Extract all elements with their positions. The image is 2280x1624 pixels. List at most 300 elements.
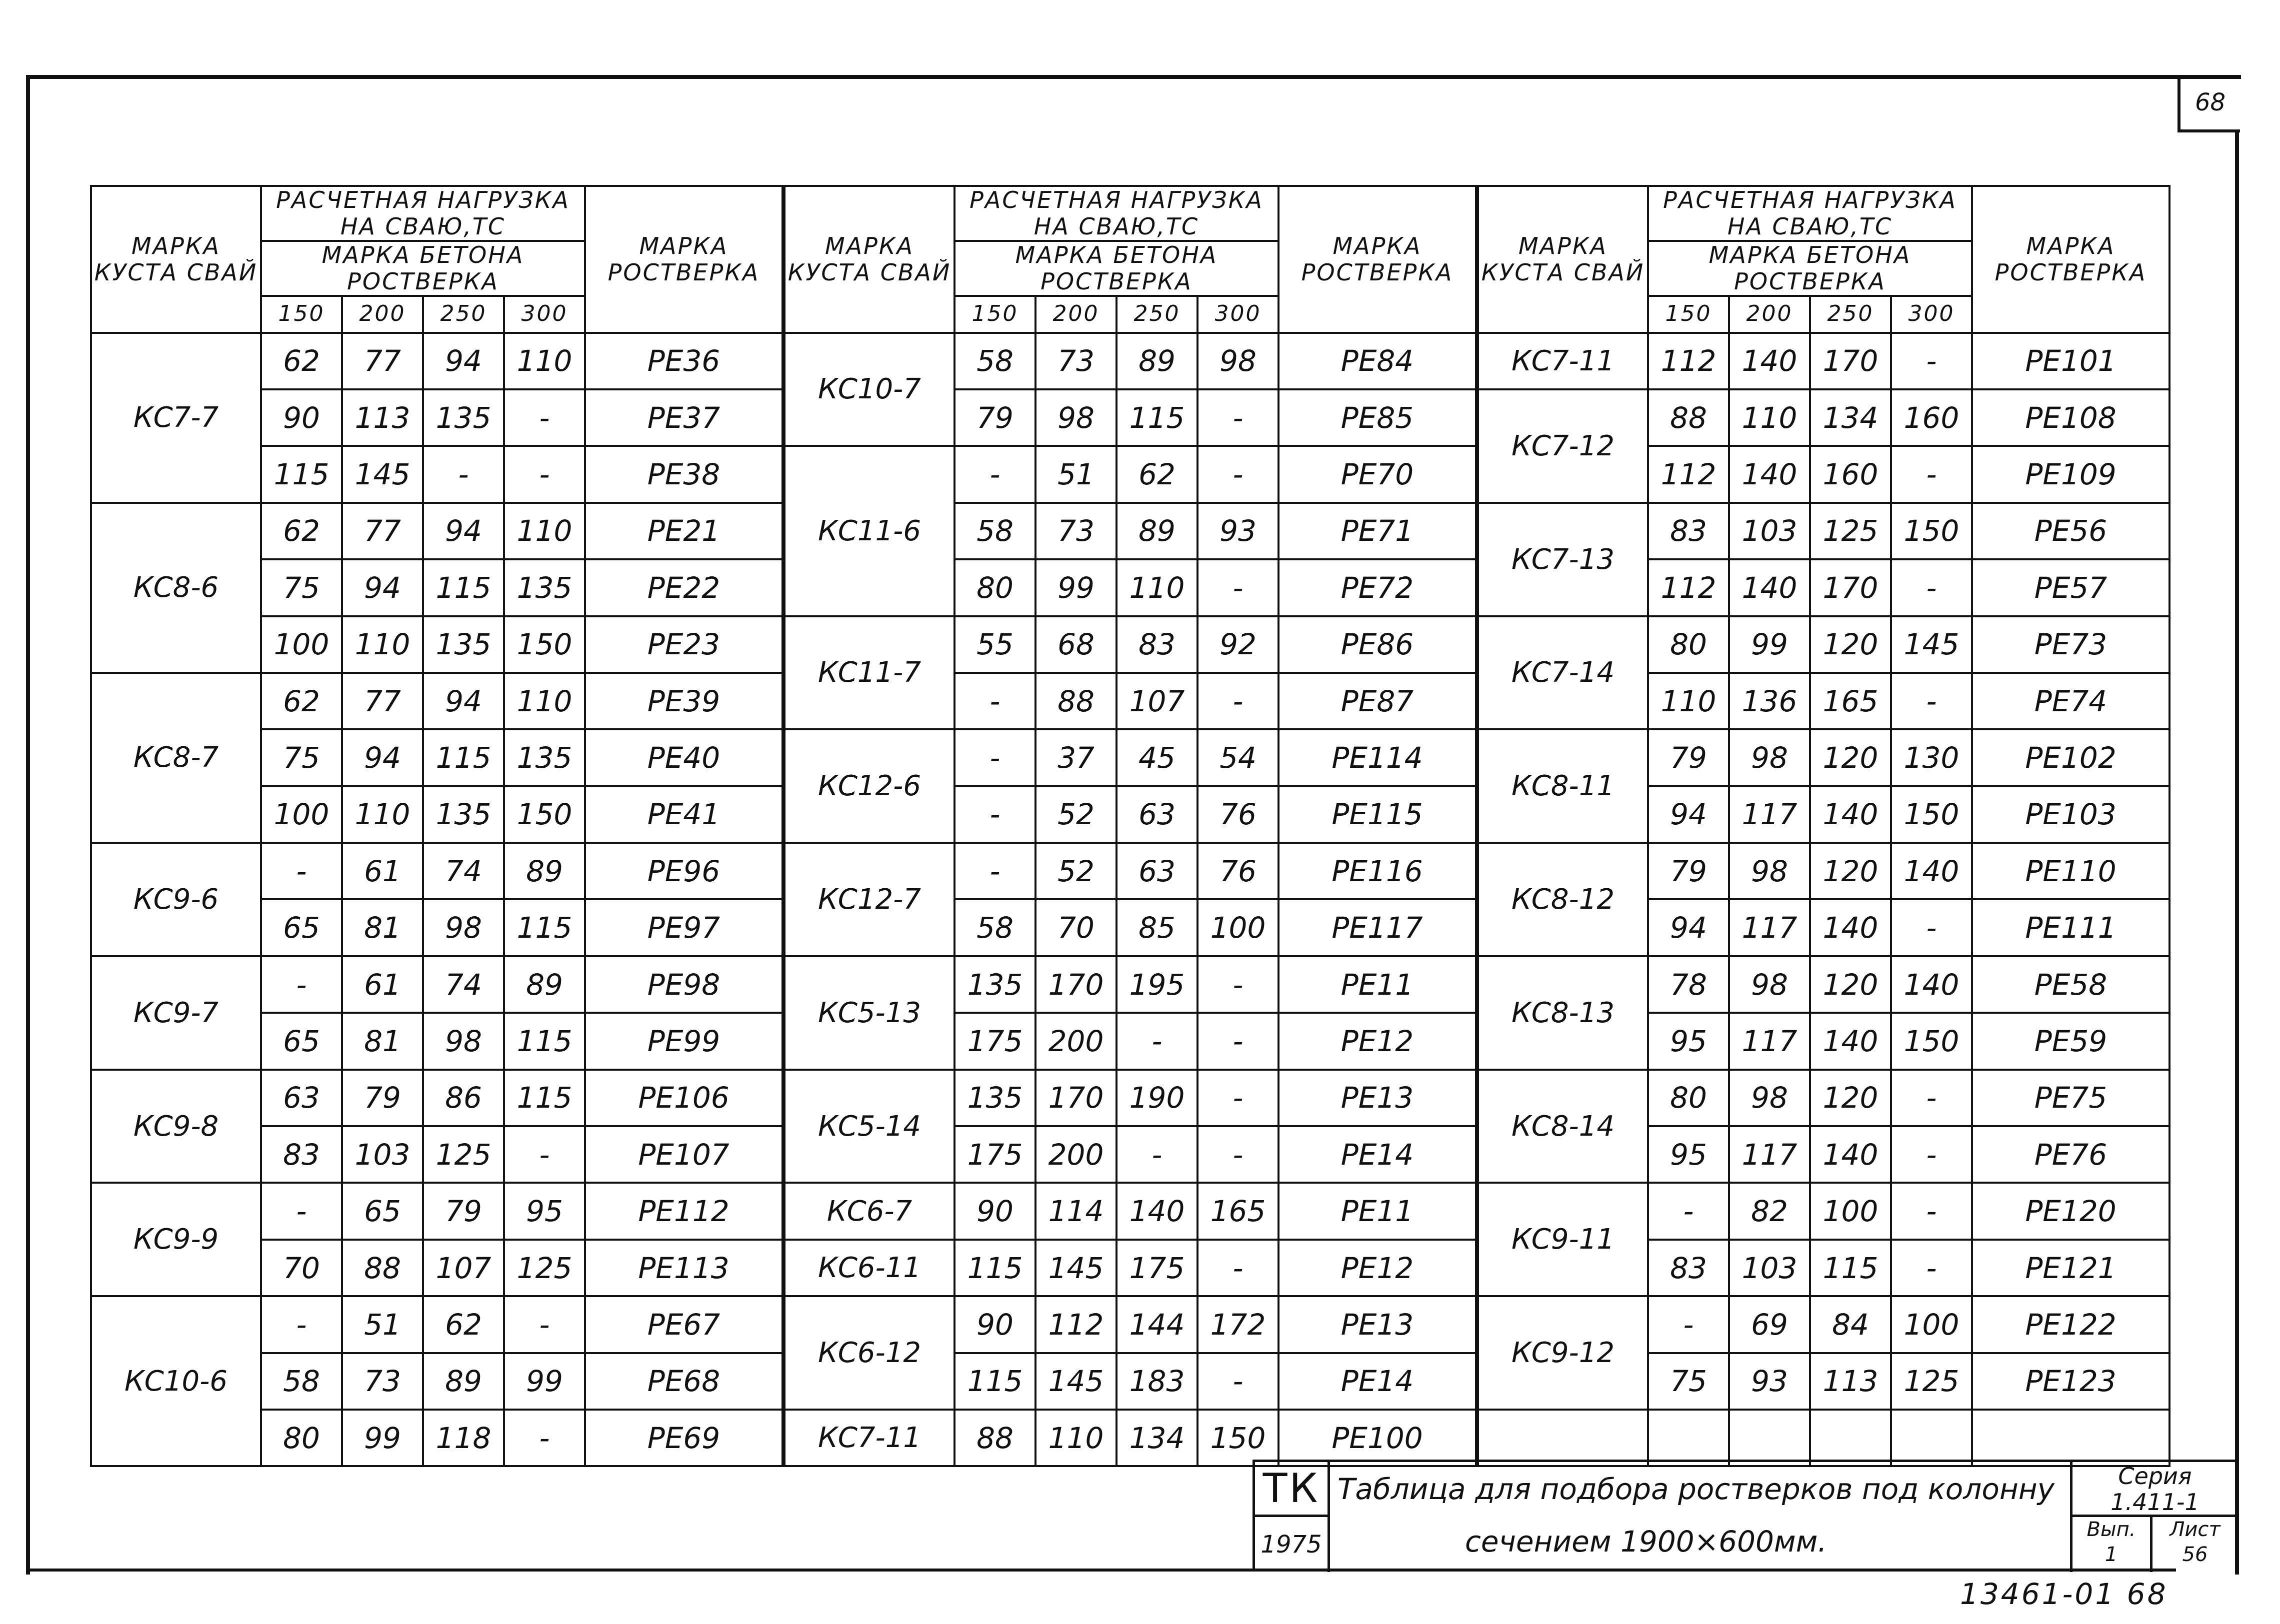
table-row bbox=[1478, 1070, 2170, 1126]
load-value: 83 bbox=[1648, 503, 1729, 559]
load-value: 110 bbox=[342, 786, 423, 843]
load-value: 145 bbox=[1036, 1240, 1116, 1296]
table-row bbox=[784, 843, 1476, 899]
table-row bbox=[1478, 616, 2170, 673]
load-value: - bbox=[1891, 1126, 1972, 1183]
load-value: 98 bbox=[1198, 333, 1278, 389]
load-value: 120 bbox=[1810, 956, 1891, 1013]
load-value: 61 bbox=[342, 956, 423, 1013]
load-value: 170 bbox=[1810, 559, 1891, 616]
table-row bbox=[784, 446, 1476, 502]
stamp-series-label: Серия bbox=[2118, 1463, 2192, 1490]
load-value: 93 bbox=[1729, 1353, 1810, 1410]
rostverk-mark: РЕ40 bbox=[585, 729, 782, 786]
load-value: 150 bbox=[504, 786, 585, 843]
rostverk-mark: РЕ108 bbox=[1972, 389, 2170, 446]
kust-mark: КС11-6 bbox=[784, 446, 954, 616]
load-value: 160 bbox=[1810, 446, 1891, 502]
load-value: 110 bbox=[1116, 559, 1198, 616]
load-value: 76 bbox=[1198, 843, 1278, 899]
load-value: - bbox=[1198, 559, 1278, 616]
table-row bbox=[91, 956, 782, 1013]
load-value: - bbox=[1198, 446, 1278, 502]
table-row bbox=[91, 333, 782, 389]
load-value: 120 bbox=[1810, 843, 1891, 899]
load-value: 89 bbox=[423, 1353, 504, 1410]
load-value: 62 bbox=[261, 503, 342, 559]
pile-cap-tables bbox=[90, 185, 2170, 1467]
load-value: 81 bbox=[342, 899, 423, 956]
load-value: 99 bbox=[504, 1353, 585, 1410]
table-row bbox=[784, 729, 1476, 786]
load-value bbox=[1648, 1410, 1729, 1466]
load-value: 77 bbox=[342, 333, 423, 389]
load-value: 94 bbox=[342, 729, 423, 786]
load-value: - bbox=[504, 389, 585, 446]
stamp-sheet bbox=[2152, 1517, 2238, 1572]
load-value: 65 bbox=[261, 1013, 342, 1069]
load-value: 98 bbox=[1036, 389, 1116, 446]
header-beton: МАРКА БЕТОНА РОСТВЕРКА bbox=[261, 241, 585, 296]
kust-mark: КС8-14 bbox=[1478, 1070, 1648, 1183]
load-value: 103 bbox=[342, 1126, 423, 1183]
kust-mark: КС8-6 bbox=[91, 503, 261, 673]
load-value bbox=[1729, 1410, 1810, 1466]
header-grade-200: 200 bbox=[1036, 296, 1116, 333]
load-value: 110 bbox=[1648, 673, 1729, 729]
rostverk-mark: РЕ37 bbox=[585, 389, 782, 446]
header-kust: МАРКА КУСТА СВАЙ bbox=[91, 186, 261, 333]
table-row bbox=[1478, 956, 2170, 1013]
load-value: 73 bbox=[1036, 503, 1116, 559]
load-value: 117 bbox=[1729, 899, 1810, 956]
load-value: 165 bbox=[1810, 673, 1891, 729]
load-value: - bbox=[261, 1296, 342, 1353]
load-value: - bbox=[423, 446, 504, 502]
load-value: - bbox=[1891, 1070, 1972, 1126]
stamp-title-line1: Таблица для подбора ростверков под колонну bbox=[1338, 1472, 2054, 1506]
load-value: 135 bbox=[423, 786, 504, 843]
load-value: 190 bbox=[1116, 1070, 1198, 1126]
load-value: 140 bbox=[1891, 956, 1972, 1013]
load-value: 95 bbox=[1648, 1126, 1729, 1183]
load-value: 70 bbox=[261, 1240, 342, 1296]
stamp-year: 1975 bbox=[1255, 1517, 1330, 1572]
load-value: 170 bbox=[1810, 333, 1891, 389]
load-value: - bbox=[1198, 673, 1278, 729]
kust-mark: КС12-6 bbox=[784, 729, 954, 843]
load-value: 135 bbox=[423, 389, 504, 446]
load-value: 98 bbox=[1729, 843, 1810, 899]
load-value: 75 bbox=[261, 729, 342, 786]
load-value: 100 bbox=[1810, 1183, 1891, 1239]
load-value: 145 bbox=[342, 446, 423, 502]
rostverk-mark: РЕ116 bbox=[1278, 843, 1476, 899]
load-value: 145 bbox=[1036, 1353, 1116, 1410]
load-value: 73 bbox=[1036, 333, 1116, 389]
header-grade-250: 250 bbox=[1116, 296, 1198, 333]
kust-mark: КС8-12 bbox=[1478, 843, 1648, 956]
stamp-issue-label: Вып. bbox=[2086, 1518, 2136, 1541]
load-value: 135 bbox=[954, 956, 1036, 1013]
load-value: 79 bbox=[954, 389, 1036, 446]
load-value: - bbox=[1198, 1240, 1278, 1296]
load-value: 110 bbox=[504, 333, 585, 389]
load-value: 150 bbox=[1891, 786, 1972, 843]
kust-mark: КС10-6 bbox=[91, 1296, 261, 1466]
load-value: - bbox=[1198, 389, 1278, 446]
rostverk-mark: РЕ71 bbox=[1278, 503, 1476, 559]
rostverk-mark: РЕ113 bbox=[585, 1240, 782, 1296]
load-value: 110 bbox=[504, 673, 585, 729]
rostverk-mark: РЕ56 bbox=[1972, 503, 2170, 559]
header-beton: МАРКА БЕТОНА РОСТВЕРКА bbox=[954, 241, 1278, 296]
rostverk-mark: РЕ22 bbox=[585, 559, 782, 616]
table-row bbox=[784, 1070, 1476, 1126]
load-value: 99 bbox=[342, 1410, 423, 1466]
rostverk-mark: РЕ70 bbox=[1278, 446, 1476, 502]
header-load: РАСЧЕТНАЯ НАГРУЗКА НА СВАЮ,ТС bbox=[1648, 186, 1972, 241]
load-value: 92 bbox=[1198, 616, 1278, 673]
load-value: 99 bbox=[1036, 559, 1116, 616]
load-value: 115 bbox=[504, 1070, 585, 1126]
load-value: 89 bbox=[1116, 333, 1198, 389]
load-value: 98 bbox=[1729, 729, 1810, 786]
load-value: 135 bbox=[423, 616, 504, 673]
rostverk-mark: РЕ57 bbox=[1972, 559, 2170, 616]
load-value: - bbox=[1891, 899, 1972, 956]
header-grade-150: 150 bbox=[954, 296, 1036, 333]
kust-mark: КС7-7 bbox=[91, 333, 261, 503]
header-grade-150: 150 bbox=[1648, 296, 1729, 333]
load-value: 112 bbox=[1648, 333, 1729, 389]
load-value: 120 bbox=[1810, 729, 1891, 786]
load-value: 94 bbox=[423, 503, 504, 559]
load-value: 200 bbox=[1036, 1126, 1116, 1183]
load-value: 175 bbox=[954, 1126, 1036, 1183]
rostverk-mark: РЕ36 bbox=[585, 333, 782, 389]
load-value: 86 bbox=[423, 1070, 504, 1126]
load-value: 98 bbox=[423, 1013, 504, 1069]
rostverk-mark bbox=[1972, 1410, 2170, 1466]
load-value: 125 bbox=[1891, 1353, 1972, 1410]
load-value: 89 bbox=[504, 843, 585, 899]
load-value: 84 bbox=[1810, 1296, 1891, 1353]
stamp-series-value: 1.411-1 bbox=[2110, 1489, 2200, 1516]
load-value: 63 bbox=[261, 1070, 342, 1126]
load-value: 140 bbox=[1729, 559, 1810, 616]
load-value: - bbox=[504, 446, 585, 502]
table-row bbox=[1478, 1183, 2170, 1239]
rostverk-mark: РЕ23 bbox=[585, 616, 782, 673]
load-value: 117 bbox=[1729, 1126, 1810, 1183]
load-value: 110 bbox=[342, 616, 423, 673]
header-grade-250: 250 bbox=[1810, 296, 1891, 333]
load-value: 88 bbox=[1036, 673, 1116, 729]
load-value: 183 bbox=[1116, 1353, 1198, 1410]
kust-mark: КС7-11 bbox=[1478, 333, 1648, 389]
load-value: 78 bbox=[1648, 956, 1729, 1013]
header-grade-300: 300 bbox=[504, 296, 585, 333]
header-rostverk: МАРКА РОСТВЕРКА bbox=[585, 186, 782, 333]
load-value: 95 bbox=[1648, 1013, 1729, 1069]
archive-number: 13461-01 68 bbox=[1960, 1577, 2168, 1611]
load-value: 88 bbox=[1648, 389, 1729, 446]
rostverk-mark: РЕ99 bbox=[585, 1013, 782, 1069]
rostverk-mark: РЕ96 bbox=[585, 843, 782, 899]
load-value: 94 bbox=[342, 559, 423, 616]
table-row bbox=[91, 843, 782, 899]
load-value: 140 bbox=[1810, 899, 1891, 956]
load-value: 115 bbox=[261, 446, 342, 502]
kust-mark: КС6-12 bbox=[784, 1296, 954, 1410]
kust-mark: КС9-9 bbox=[91, 1183, 261, 1296]
load-value bbox=[1891, 1410, 1972, 1466]
rostverk-mark: РЕ97 bbox=[585, 899, 782, 956]
load-value: 88 bbox=[342, 1240, 423, 1296]
header-grade-300: 300 bbox=[1198, 296, 1278, 333]
load-value: - bbox=[1891, 673, 1972, 729]
load-value: 74 bbox=[423, 843, 504, 899]
load-value: 130 bbox=[1891, 729, 1972, 786]
header-grade-200: 200 bbox=[1729, 296, 1810, 333]
load-value: 69 bbox=[1729, 1296, 1810, 1353]
load-value: 58 bbox=[954, 899, 1036, 956]
load-value: 52 bbox=[1036, 786, 1116, 843]
kust-mark bbox=[1478, 1410, 1648, 1466]
load-value: 200 bbox=[1036, 1013, 1116, 1069]
stamp-org: ТК bbox=[1255, 1462, 1330, 1517]
kust-mark: КС6-7 bbox=[784, 1183, 954, 1239]
load-value: 100 bbox=[1198, 899, 1278, 956]
rostverk-mark: РЕ68 bbox=[585, 1353, 782, 1410]
kust-mark: КС11-7 bbox=[784, 616, 954, 730]
kust-mark: КС8-13 bbox=[1478, 956, 1648, 1070]
load-value: 82 bbox=[1729, 1183, 1810, 1239]
load-value: 55 bbox=[954, 616, 1036, 673]
header-kust: МАРКА КУСТА СВАЙ bbox=[1478, 186, 1648, 333]
load-value: 61 bbox=[342, 843, 423, 899]
load-value: 90 bbox=[954, 1296, 1036, 1353]
load-value: - bbox=[1891, 559, 1972, 616]
load-value: - bbox=[1198, 1353, 1278, 1410]
stamp-sheet-value: 56 bbox=[2182, 1543, 2208, 1566]
load-value: 140 bbox=[1810, 1126, 1891, 1183]
load-value: 115 bbox=[423, 559, 504, 616]
load-value: 81 bbox=[342, 1013, 423, 1069]
load-value: 112 bbox=[1648, 559, 1729, 616]
load-value: 170 bbox=[1036, 1070, 1116, 1126]
table-block-1 bbox=[90, 185, 784, 1467]
load-value: 165 bbox=[1198, 1183, 1278, 1239]
load-value: 70 bbox=[1036, 899, 1116, 956]
rostverk-mark: РЕ69 bbox=[585, 1410, 782, 1466]
load-value: 107 bbox=[1116, 673, 1198, 729]
load-value: 100 bbox=[1891, 1296, 1972, 1353]
rostverk-mark: РЕ86 bbox=[1278, 616, 1476, 673]
kust-mark: КС8-11 bbox=[1478, 729, 1648, 843]
kust-mark: КС7-12 bbox=[1478, 389, 1648, 503]
load-value: 51 bbox=[1036, 446, 1116, 502]
table-row bbox=[91, 1296, 782, 1353]
load-value: 79 bbox=[342, 1070, 423, 1126]
load-value: - bbox=[1891, 1240, 1972, 1296]
load-value: - bbox=[1891, 446, 1972, 502]
load-value: 63 bbox=[1116, 786, 1198, 843]
load-value: 150 bbox=[504, 616, 585, 673]
table-row bbox=[1478, 1296, 2170, 1353]
table-row bbox=[784, 1296, 1476, 1353]
load-value: 62 bbox=[1116, 446, 1198, 502]
load-value: 51 bbox=[342, 1296, 423, 1353]
rostverk-mark: РЕ59 bbox=[1972, 1013, 2170, 1069]
table-row bbox=[1478, 843, 2170, 899]
load-value: 110 bbox=[504, 503, 585, 559]
table-row bbox=[784, 1183, 1476, 1239]
load-value: 62 bbox=[261, 673, 342, 729]
table-row bbox=[1478, 729, 2170, 786]
rostverk-mark: РЕ75 bbox=[1972, 1070, 2170, 1126]
load-value: - bbox=[1198, 1070, 1278, 1126]
load-value: 150 bbox=[1891, 1013, 1972, 1069]
load-value: 114 bbox=[1036, 1183, 1116, 1239]
rostverk-mark: РЕ103 bbox=[1972, 786, 2170, 843]
rostverk-mark: РЕ41 bbox=[585, 786, 782, 843]
stamp-issue-value: 1 bbox=[2104, 1543, 2118, 1566]
table-row bbox=[1478, 503, 2170, 559]
rostverk-mark: РЕ72 bbox=[1278, 559, 1476, 616]
rostverk-mark: РЕ112 bbox=[585, 1183, 782, 1239]
rostverk-mark: РЕ110 bbox=[1972, 843, 2170, 899]
rostverk-mark: РЕ107 bbox=[585, 1126, 782, 1183]
load-value: 115 bbox=[1116, 389, 1198, 446]
load-value: - bbox=[954, 729, 1036, 786]
load-value: 83 bbox=[261, 1126, 342, 1183]
rostverk-mark: РЕ11 bbox=[1278, 1183, 1476, 1239]
header-grade-300: 300 bbox=[1891, 296, 1972, 333]
load-value: 136 bbox=[1729, 673, 1810, 729]
load-value: 120 bbox=[1810, 616, 1891, 673]
load-value bbox=[1810, 1410, 1891, 1466]
load-value: 113 bbox=[342, 389, 423, 446]
load-value: 77 bbox=[342, 503, 423, 559]
header-grade-200: 200 bbox=[342, 296, 423, 333]
rostverk-mark: РЕ74 bbox=[1972, 673, 2170, 729]
rostverk-mark: РЕ76 bbox=[1972, 1126, 2170, 1183]
rostverk-mark: РЕ12 bbox=[1278, 1240, 1476, 1296]
kust-mark: КС12-7 bbox=[784, 843, 954, 956]
rostverk-mark: РЕ98 bbox=[585, 956, 782, 1013]
load-value: 98 bbox=[1729, 956, 1810, 1013]
header-load: РАСЧЕТНАЯ НАГРУЗКА НА СВАЮ,ТС bbox=[261, 186, 585, 241]
load-value: 118 bbox=[423, 1410, 504, 1466]
load-value: - bbox=[1116, 1126, 1198, 1183]
load-value: 85 bbox=[1116, 899, 1198, 956]
rostverk-mark: РЕ84 bbox=[1278, 333, 1476, 389]
rostverk-mark: РЕ100 bbox=[1278, 1410, 1476, 1466]
rostverk-mark: РЕ38 bbox=[585, 446, 782, 502]
load-value: 115 bbox=[504, 899, 585, 956]
load-value: 37 bbox=[1036, 729, 1116, 786]
table-block-3 bbox=[1477, 185, 2170, 1467]
load-value: 103 bbox=[1729, 503, 1810, 559]
header-kust: МАРКА КУСТА СВАЙ bbox=[784, 186, 954, 333]
load-value: 175 bbox=[954, 1013, 1036, 1069]
load-value: - bbox=[504, 1410, 585, 1466]
load-value: - bbox=[504, 1296, 585, 1353]
load-value: 76 bbox=[1198, 786, 1278, 843]
rostverk-mark: РЕ21 bbox=[585, 503, 782, 559]
load-value: 125 bbox=[504, 1240, 585, 1296]
load-value: - bbox=[1116, 1013, 1198, 1069]
kust-mark: КС5-14 bbox=[784, 1070, 954, 1183]
load-value: 134 bbox=[1810, 389, 1891, 446]
header-rostverk: МАРКА РОСТВЕРКА bbox=[1278, 186, 1476, 333]
header-grade-250: 250 bbox=[423, 296, 504, 333]
load-value: 88 bbox=[954, 1410, 1036, 1466]
load-value: 83 bbox=[1648, 1240, 1729, 1296]
load-value: 117 bbox=[1729, 786, 1810, 843]
rostverk-mark: РЕ39 bbox=[585, 673, 782, 729]
rostverk-mark: РЕ67 bbox=[585, 1296, 782, 1353]
rostverk-mark: РЕ58 bbox=[1972, 956, 2170, 1013]
rostverk-mark: РЕ102 bbox=[1972, 729, 2170, 786]
rostverk-mark: РЕ12 bbox=[1278, 1013, 1476, 1069]
rostverk-mark: РЕ11 bbox=[1278, 956, 1476, 1013]
load-value: 115 bbox=[954, 1353, 1036, 1410]
load-value: - bbox=[261, 1183, 342, 1239]
rostverk-mark: РЕ106 bbox=[585, 1070, 782, 1126]
load-value: 80 bbox=[954, 559, 1036, 616]
load-value: - bbox=[504, 1126, 585, 1183]
load-value: 54 bbox=[1198, 729, 1278, 786]
stamp-series bbox=[2070, 1462, 2238, 1517]
rostverk-mark: РЕ121 bbox=[1972, 1240, 2170, 1296]
load-value: - bbox=[954, 673, 1036, 729]
table-row bbox=[1478, 333, 2170, 389]
load-value: 90 bbox=[261, 389, 342, 446]
load-value: 144 bbox=[1116, 1296, 1198, 1353]
kust-mark: КС7-13 bbox=[1478, 503, 1648, 616]
load-value: - bbox=[1198, 956, 1278, 1013]
load-value: 140 bbox=[1810, 786, 1891, 843]
load-value: - bbox=[954, 843, 1036, 899]
load-value: 89 bbox=[504, 956, 585, 1013]
load-value: 94 bbox=[423, 673, 504, 729]
load-value: - bbox=[261, 956, 342, 1013]
load-value: 140 bbox=[1116, 1183, 1198, 1239]
kust-mark: КС9-11 bbox=[1478, 1183, 1648, 1296]
rostverk-mark: РЕ117 bbox=[1278, 899, 1476, 956]
kust-mark: КС9-8 bbox=[91, 1070, 261, 1183]
table-block-2 bbox=[784, 185, 1477, 1467]
load-value: 115 bbox=[504, 1013, 585, 1069]
rostverk-mark: РЕ101 bbox=[1972, 333, 2170, 389]
load-value: 140 bbox=[1891, 843, 1972, 899]
rostverk-mark: РЕ14 bbox=[1278, 1126, 1476, 1183]
kust-mark: КС10-7 bbox=[784, 333, 954, 446]
load-value: 140 bbox=[1729, 446, 1810, 502]
load-value: 94 bbox=[1648, 899, 1729, 956]
load-value: 120 bbox=[1810, 1070, 1891, 1126]
load-value: 145 bbox=[1891, 616, 1972, 673]
load-value: 58 bbox=[954, 503, 1036, 559]
load-value: 115 bbox=[954, 1240, 1036, 1296]
header-rostverk: МАРКА РОСТВЕРКА bbox=[1972, 186, 2170, 333]
load-value: 45 bbox=[1116, 729, 1198, 786]
load-value: - bbox=[1198, 1013, 1278, 1069]
kust-mark: КС9-6 bbox=[91, 843, 261, 956]
